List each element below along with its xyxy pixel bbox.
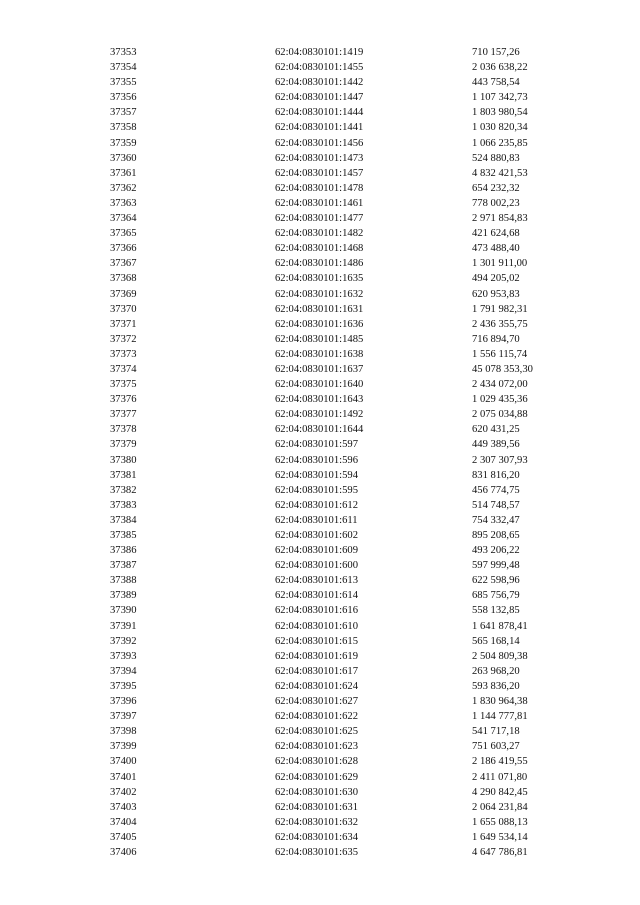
row-number: 37405	[110, 831, 137, 843]
cadastral-number: 62:04:0830101:1455	[275, 62, 364, 74]
cadastral-value: 593 836,20	[472, 680, 520, 692]
row-number: 37385	[110, 530, 137, 541]
row-number: 37370	[110, 303, 137, 315]
cadastral-value: 710 157,26	[472, 47, 520, 58]
cadastral-number: 62:04:0830101:627	[275, 696, 358, 708]
cadastral-number: 62:04:0830101:1635	[275, 273, 364, 285]
cadastral-value: 620 431,25	[472, 424, 520, 436]
cadastral-number: 62:04:0830101:629	[275, 771, 358, 783]
cadastral-value: 2 075 034,88	[472, 409, 528, 421]
row-number: 37355	[110, 77, 137, 89]
row-number: 37406	[110, 846, 137, 858]
table-row	[0, 196, 640, 211]
table-row	[0, 45, 640, 60]
cadastral-value: 895 208,65	[472, 530, 520, 541]
cadastral-value: 558 132,85	[472, 605, 520, 617]
cadastral-number: 62:04:0830101:609	[275, 545, 358, 557]
row-number: 37365	[110, 228, 137, 240]
cadastral-value: 456 774,75	[472, 484, 520, 496]
table-row	[0, 724, 640, 739]
row-number: 37389	[110, 590, 137, 602]
table-row	[0, 815, 640, 830]
row-number: 37404	[110, 816, 137, 828]
cadastral-value-table	[0, 45, 640, 860]
cadastral-value: 565 168,14	[472, 635, 520, 647]
cadastral-number: 62:04:0830101:1637	[275, 363, 364, 375]
cadastral-number: 62:04:0830101:1461	[275, 197, 364, 209]
row-number: 37369	[110, 288, 137, 300]
table-row	[0, 588, 640, 603]
table-row	[0, 332, 640, 347]
cadastral-value: 2 436 355,75	[472, 318, 528, 330]
row-number: 37392	[110, 635, 137, 647]
cadastral-value: 597 999,48	[472, 560, 520, 572]
cadastral-value: 1 107 342,73	[472, 92, 528, 104]
table-row	[0, 649, 640, 664]
table-row	[0, 317, 640, 332]
cadastral-number: 62:04:0830101:1447	[275, 92, 364, 104]
table-row	[0, 739, 640, 754]
cadastral-value: 2 036 638,22	[472, 62, 528, 74]
row-number: 37361	[110, 167, 137, 179]
table-row	[0, 785, 640, 800]
cadastral-number: 62:04:0830101:610	[275, 620, 358, 632]
cadastral-value: 1 066 235,85	[472, 137, 528, 149]
row-number: 37381	[110, 469, 137, 481]
table-row	[0, 120, 640, 135]
cadastral-number: 62:04:0830101:1456	[275, 137, 364, 149]
table-row	[0, 241, 640, 256]
cadastral-number: 62:04:0830101:613	[275, 575, 358, 587]
table-row	[0, 271, 640, 286]
table-row	[0, 483, 640, 498]
cadastral-value: 654 232,32	[472, 182, 520, 194]
table-row	[0, 664, 640, 679]
cadastral-number: 62:04:0830101:611	[275, 514, 358, 526]
row-number: 37379	[110, 439, 137, 451]
table-row	[0, 60, 640, 75]
row-number: 37360	[110, 152, 137, 164]
cadastral-value: 716 894,70	[472, 333, 520, 345]
table-row	[0, 770, 640, 785]
cadastral-number: 62:04:0830101:602	[275, 530, 358, 541]
cadastral-value: 1 301 911,00	[472, 258, 528, 270]
cadastral-number: 62:04:0830101:596	[275, 454, 358, 466]
cadastral-value: 524 880,83	[472, 152, 520, 164]
cadastral-value: 2 971 854,83	[472, 213, 528, 225]
cadastral-number: 62:04:0830101:616	[275, 605, 358, 617]
table-row	[0, 453, 640, 468]
cadastral-number: 62:04:0830101:635	[275, 846, 358, 858]
cadastral-number: 62:04:0830101:615	[275, 635, 358, 647]
row-number: 37374	[110, 363, 137, 375]
row-number: 37396	[110, 696, 137, 708]
cadastral-number: 62:04:0830101:1644	[275, 424, 364, 436]
row-number: 37372	[110, 333, 137, 345]
cadastral-value: 1 803 980,54	[472, 107, 528, 119]
cadastral-value: 473 488,40	[472, 243, 520, 255]
row-number: 37391	[110, 620, 137, 632]
cadastral-number: 62:04:0830101:1419	[275, 47, 364, 58]
cadastral-value: 2 186 419,55	[472, 756, 528, 768]
cadastral-value: 778 002,23	[472, 197, 520, 209]
cadastral-number: 62:04:0830101:594	[275, 469, 358, 481]
cadastral-value: 1 030 820,34	[472, 122, 528, 134]
row-number: 37382	[110, 484, 137, 496]
cadastral-number: 62:04:0830101:1638	[275, 348, 364, 360]
cadastral-number: 62:04:0830101:624	[275, 680, 358, 692]
cadastral-value: 45 078 353,30	[472, 363, 533, 375]
row-number: 37383	[110, 499, 137, 511]
table-row	[0, 256, 640, 271]
row-number: 37371	[110, 318, 137, 330]
cadastral-value: 1 556 115,74	[472, 348, 528, 360]
row-number: 37397	[110, 711, 137, 723]
cadastral-number: 62:04:0830101:597	[275, 439, 358, 451]
row-number: 37367	[110, 258, 137, 270]
row-number: 37356	[110, 92, 137, 104]
cadastral-number: 62:04:0830101:612	[275, 499, 358, 511]
table-row	[0, 498, 640, 513]
cadastral-number: 62:04:0830101:1441	[275, 122, 364, 134]
table-row	[0, 800, 640, 815]
row-number: 37353	[110, 47, 137, 58]
cadastral-number: 62:04:0830101:1643	[275, 394, 364, 406]
table-row	[0, 437, 640, 452]
row-number: 37399	[110, 741, 137, 753]
table-row	[0, 181, 640, 196]
table-row	[0, 543, 640, 558]
cadastral-number: 62:04:0830101:614	[275, 590, 358, 602]
row-number: 37394	[110, 665, 137, 677]
table-row	[0, 422, 640, 437]
row-number: 37357	[110, 107, 137, 119]
cadastral-number: 62:04:0830101:595	[275, 484, 358, 496]
cadastral-number: 62:04:0830101:1478	[275, 182, 364, 194]
cadastral-number: 62:04:0830101:1482	[275, 228, 364, 240]
table-row	[0, 468, 640, 483]
cadastral-number: 62:04:0830101:1457	[275, 167, 364, 179]
cadastral-number: 62:04:0830101:1631	[275, 303, 364, 315]
cadastral-number: 62:04:0830101:1485	[275, 333, 364, 345]
cadastral-value: 494 205,02	[472, 273, 520, 285]
cadastral-number: 62:04:0830101:1640	[275, 379, 364, 391]
table-row	[0, 407, 640, 422]
table-row	[0, 513, 640, 528]
row-number: 37401	[110, 771, 137, 783]
row-number: 37375	[110, 379, 137, 391]
cadastral-number: 62:04:0830101:1444	[275, 107, 364, 119]
cadastral-value: 263 968,20	[472, 665, 520, 677]
row-number: 37387	[110, 560, 137, 572]
row-number: 37362	[110, 182, 137, 194]
cadastral-value: 2 307 307,93	[472, 454, 528, 466]
cadastral-value: 1 144 777,81	[472, 711, 528, 723]
table-row	[0, 694, 640, 709]
cadastral-number: 62:04:0830101:630	[275, 786, 358, 798]
cadastral-value: 4 832 421,53	[472, 167, 528, 179]
row-number: 37359	[110, 137, 137, 149]
table-row	[0, 619, 640, 634]
cadastral-value: 1 791 982,31	[472, 303, 528, 315]
cadastral-value: 2 411 071,80	[472, 771, 528, 783]
row-number: 37358	[110, 122, 137, 134]
row-number: 37373	[110, 348, 137, 360]
cadastral-value: 622 598,96	[472, 575, 520, 587]
cadastral-value: 1 649 534,14	[472, 831, 528, 843]
table-row	[0, 709, 640, 724]
table-row	[0, 845, 640, 860]
row-number: 37363	[110, 197, 137, 209]
row-number: 37368	[110, 273, 137, 285]
row-number: 37393	[110, 650, 137, 662]
table-row	[0, 754, 640, 769]
cadastral-value: 1 830 964,38	[472, 696, 528, 708]
table-row	[0, 302, 640, 317]
table-row	[0, 392, 640, 407]
table-row	[0, 528, 640, 543]
cadastral-number: 62:04:0830101:1492	[275, 409, 364, 421]
cadastral-value: 541 717,18	[472, 726, 520, 738]
table-row	[0, 573, 640, 588]
cadastral-value: 4 290 842,45	[472, 786, 528, 798]
table-row	[0, 105, 640, 120]
cadastral-value: 754 332,47	[472, 514, 520, 526]
cadastral-number: 62:04:0830101:1636	[275, 318, 364, 330]
cadastral-number: 62:04:0830101:1632	[275, 288, 364, 300]
cadastral-number: 62:04:0830101:1473	[275, 152, 364, 164]
cadastral-value: 685 756,79	[472, 590, 520, 602]
cadastral-number: 62:04:0830101:1442	[275, 77, 364, 89]
table-row	[0, 287, 640, 302]
cadastral-number: 62:04:0830101:1486	[275, 258, 364, 270]
table-row	[0, 634, 640, 649]
cadastral-value: 1 641 878,41	[472, 620, 528, 632]
row-number: 37366	[110, 243, 137, 255]
table-row	[0, 377, 640, 392]
row-number: 37384	[110, 514, 137, 526]
cadastral-value: 493 206,22	[472, 545, 520, 557]
cadastral-value: 2 064 231,84	[472, 801, 528, 813]
cadastral-number: 62:04:0830101:634	[275, 831, 358, 843]
cadastral-number: 62:04:0830101:625	[275, 726, 358, 738]
table-row	[0, 347, 640, 362]
cadastral-value: 620 953,83	[472, 288, 520, 300]
table-row	[0, 90, 640, 105]
cadastral-number: 62:04:0830101:628	[275, 756, 358, 768]
row-number: 37398	[110, 726, 137, 738]
row-number: 37364	[110, 213, 137, 225]
table-row	[0, 830, 640, 845]
table-row	[0, 75, 640, 90]
row-number: 37395	[110, 680, 137, 692]
cadastral-value: 1 655 088,13	[472, 816, 528, 828]
table-row	[0, 558, 640, 573]
row-number: 37380	[110, 454, 137, 466]
table-row	[0, 151, 640, 166]
row-number: 37354	[110, 62, 137, 74]
row-number: 37376	[110, 394, 137, 406]
row-number: 37386	[110, 545, 137, 557]
cadastral-number: 62:04:0830101:623	[275, 741, 358, 753]
table-row	[0, 679, 640, 694]
cadastral-value: 831 816,20	[472, 469, 520, 481]
row-number: 37402	[110, 786, 137, 798]
table-row	[0, 211, 640, 226]
cadastral-number: 62:04:0830101:617	[275, 665, 358, 677]
cadastral-number: 62:04:0830101:632	[275, 816, 358, 828]
cadastral-value: 1 029 435,36	[472, 394, 528, 406]
cadastral-value: 4 647 786,81	[472, 846, 528, 858]
row-number: 37390	[110, 605, 137, 617]
cadastral-number: 62:04:0830101:619	[275, 650, 358, 662]
cadastral-number: 62:04:0830101:631	[275, 801, 358, 813]
table-row	[0, 603, 640, 618]
cadastral-value: 443 758,54	[472, 77, 520, 89]
cadastral-number: 62:04:0830101:600	[275, 560, 358, 572]
cadastral-value: 2 504 809,38	[472, 650, 528, 662]
cadastral-value: 514 748,57	[472, 499, 520, 511]
table-row	[0, 136, 640, 151]
row-number: 37378	[110, 424, 137, 436]
row-number: 37377	[110, 409, 137, 421]
cadastral-number: 62:04:0830101:1468	[275, 243, 364, 255]
cadastral-value: 2 434 072,00	[472, 379, 528, 391]
table-row	[0, 226, 640, 241]
table-row	[0, 166, 640, 181]
cadastral-value: 449 389,56	[472, 439, 520, 451]
cadastral-number: 62:04:0830101:1477	[275, 213, 364, 225]
row-number: 37403	[110, 801, 137, 813]
cadastral-value: 751 603,27	[472, 741, 520, 753]
cadastral-number: 62:04:0830101:622	[275, 711, 358, 723]
row-number: 37400	[110, 756, 137, 768]
row-number: 37388	[110, 575, 137, 587]
table-row	[0, 362, 640, 377]
cadastral-value: 421 624,68	[472, 228, 520, 240]
